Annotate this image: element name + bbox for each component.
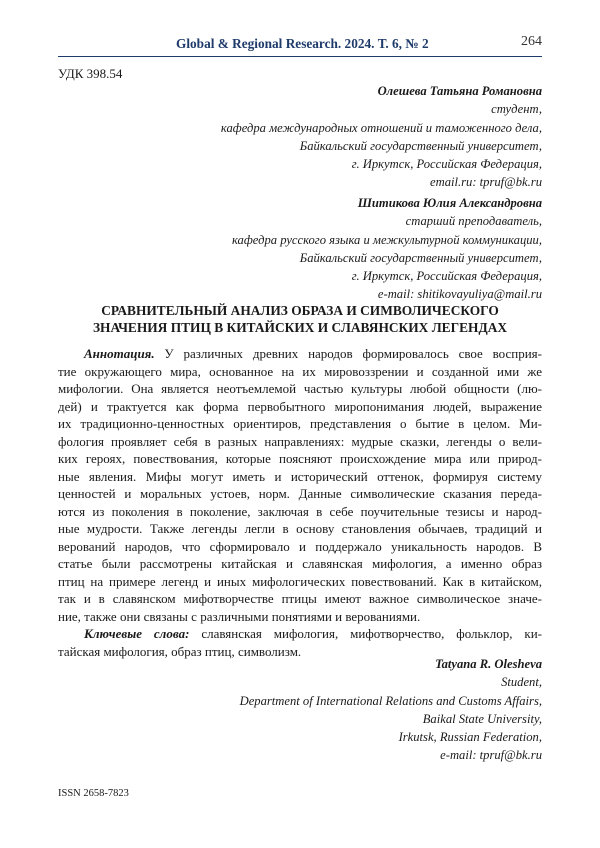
abstract-line: так и в славянском мифотворчестве птицы имеют важное символическое значе- xyxy=(58,591,542,606)
abstract-line: Аннотация. У различных древних народов формировалось свое восприя- xyxy=(84,346,542,361)
page-number: 264 xyxy=(521,34,542,49)
abstract-line: птиц на примере легенд и иных мифологических повествований. Как в китайском, xyxy=(58,573,542,589)
author-university: Baikal State University, xyxy=(422,711,542,726)
abstract xyxy=(58,345,542,660)
author-block-en xyxy=(240,655,542,765)
author-block-1 xyxy=(221,82,542,192)
keywords-line: Ключевые слова: славянская мифология, мифотворчество, фольклор, ки- xyxy=(84,626,542,641)
author-department: Department of International Relations and Customs Affairs, xyxy=(239,693,542,708)
abstract-line: ются из поколения в поколение, заключая в себе поучительные тезисы и народ- xyxy=(58,503,542,519)
author-department: кафедра русского языка и межкультурной коммуникации, xyxy=(231,232,542,247)
author-name: Шитикова Юлия Александровна xyxy=(357,196,542,210)
author-email: e-mail: shitikovayuliya@mail.ru xyxy=(377,287,542,302)
author-position: старший преподаватель, xyxy=(405,214,542,229)
article-title xyxy=(58,302,542,336)
keywords-label: Ключевые слова: xyxy=(84,626,190,641)
abstract-line: ценностей и моральных устоев, норм. Данные символические сказания переда- xyxy=(58,486,542,501)
author-university: Байкальский государственный университет, xyxy=(299,250,542,265)
author-city: Irkutsk, Russian Federation, xyxy=(398,730,542,745)
author-university: Байкальский государственный университет, xyxy=(299,138,542,153)
title-line: ЗНАЧЕНИЯ ПТИЦ В КИТАЙСКИХ И СЛАВЯНСКИХ ЛЕГЕНДАХ xyxy=(92,320,508,335)
abstract-line: ные явления. Мифы могут иметь и исторический оттенок, формируя систему xyxy=(58,468,542,484)
abstract-line: ких героях, повествования, которые поясняют происхождение мира или природ- xyxy=(58,451,542,466)
author-department: кафедра международных отношений и таможенного дела, xyxy=(220,120,542,135)
abstract-line: тие окружающего мира, основанное на их мировоззрении и созданной ими же xyxy=(58,363,542,379)
abstract-line: верований народов, что сформировало и поддержало уникальность народов. В xyxy=(58,538,542,554)
author-name: Олешева Татьяна Романовна xyxy=(377,84,542,98)
author-position: студент, xyxy=(491,102,542,117)
author-email: e-mail: tpruf@bk.ru xyxy=(440,748,542,763)
abstract-label: Аннотация. xyxy=(84,346,155,361)
udk-code: УДК 398.54 xyxy=(58,66,123,81)
author-email: email.ru: tpruf@bk.ru xyxy=(430,175,542,190)
abstract-line: их традиционно-ценностных ориентиров, представления о бытие в целом. Ми- xyxy=(58,416,542,431)
author-city: г. Иркутск, Российская Федерация, xyxy=(351,157,542,172)
author-block-2 xyxy=(232,194,542,304)
keywords-line: тайская мифология, образ птиц, символизм. xyxy=(58,643,302,659)
abstract-line: мифологии. Она является неотъемлемой частью культуры любой общности (лю- xyxy=(58,381,542,396)
abstract-line: ные мудрости. Также легенды легли в основу становления обычаев, традиций и xyxy=(58,521,542,536)
abstract-line: дей) и трактуется как форма первобытного миропонимания людей, выражение xyxy=(58,398,542,414)
author-city: г. Иркутск, Российская Федерация, xyxy=(351,269,542,284)
running-header xyxy=(58,34,542,57)
abstract-line: ние, также они связаны с различными понятиями и верованиями. xyxy=(58,608,421,624)
abstract-line: фология проявляет себя в разных направлениях: мудрые сказки, легенды о вели- xyxy=(58,433,542,449)
title-line: СРАВНИТЕЛЬНЫЙ АНАЛИЗ ОБРАЗА И СИМВОЛИЧЕСКОГО xyxy=(101,303,499,318)
journal-title: Global & Regional Research. 2024. Т. 6, № 2 xyxy=(176,36,429,51)
abstract-line: статье были рассмотрены китайская и славянская мифология, а именно образ xyxy=(58,556,542,571)
author-position: Student, xyxy=(501,675,542,690)
author-name: Tatyana R. Olesheva xyxy=(435,657,542,671)
issn: ISSN 2658-7823 xyxy=(58,788,129,799)
